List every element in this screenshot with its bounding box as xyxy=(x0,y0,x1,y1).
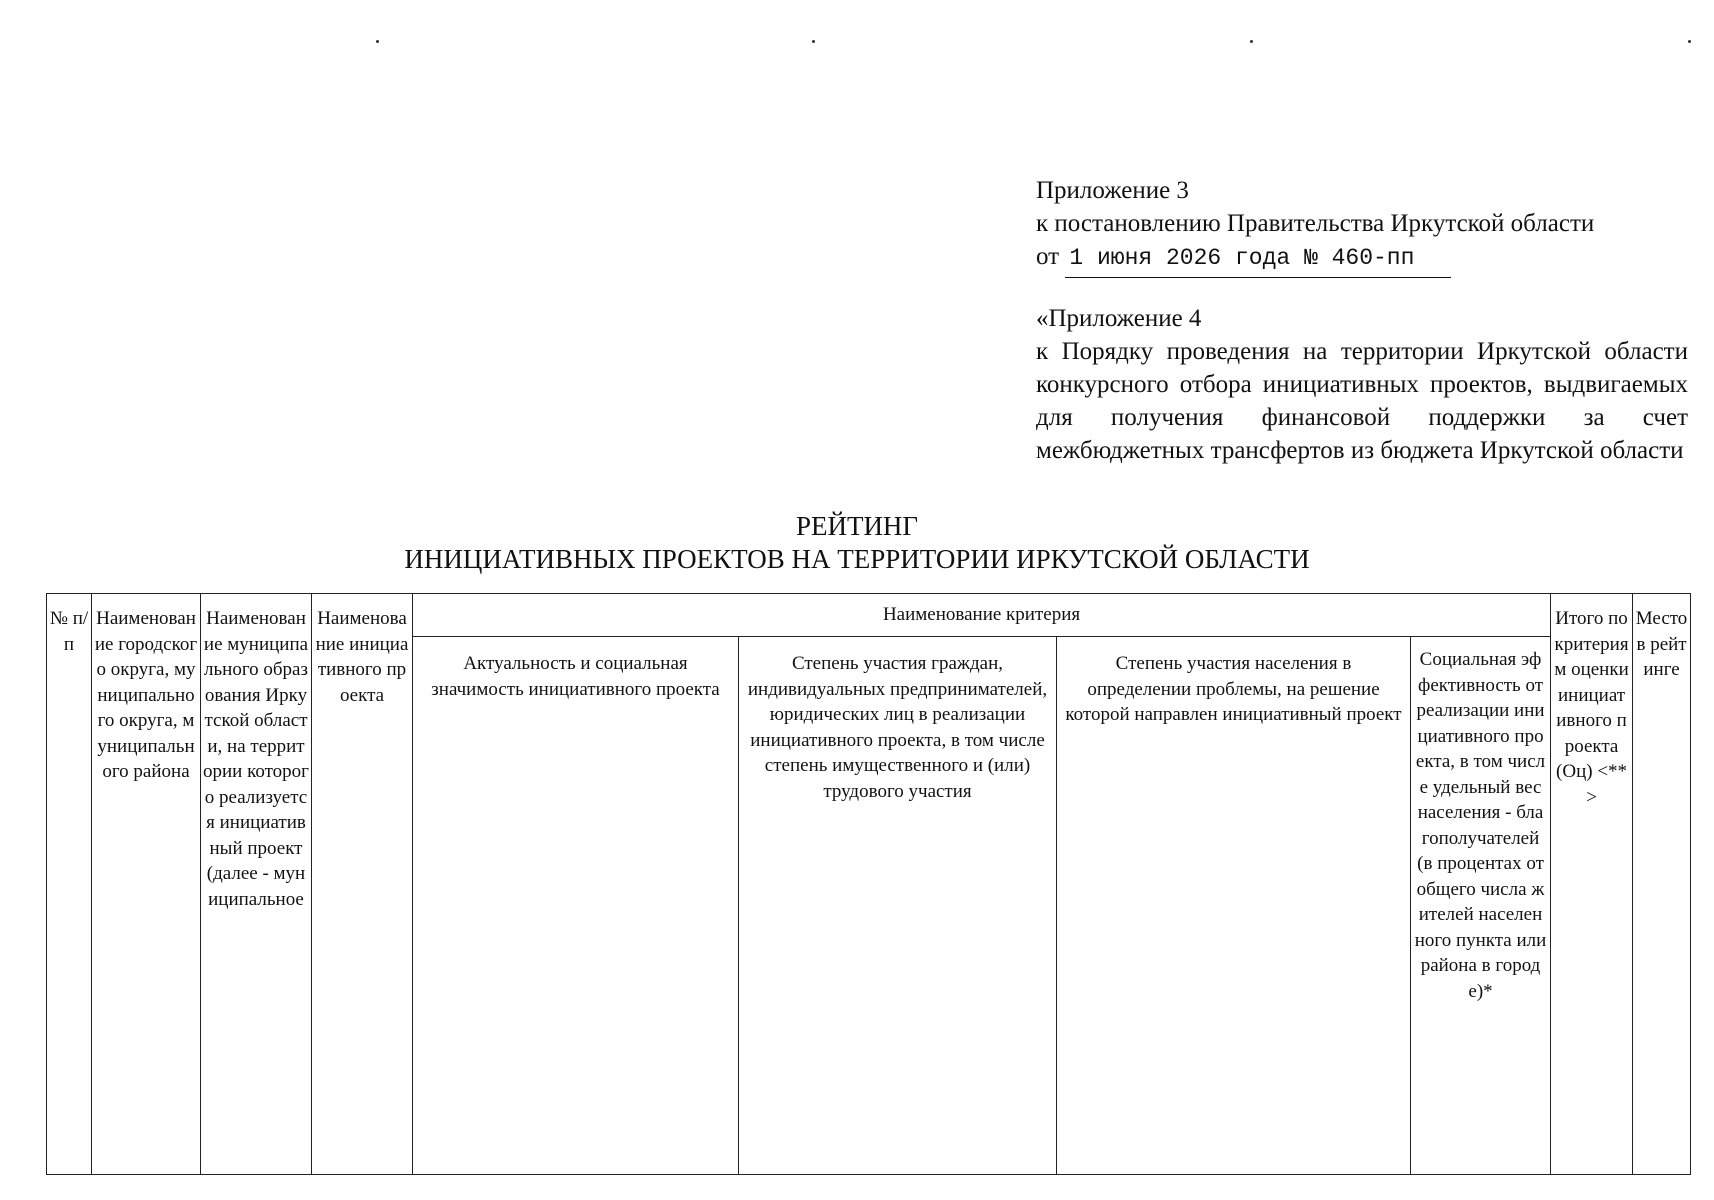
appendix4-title: «Приложение 4 xyxy=(1036,305,1202,332)
header-district: Наименование городского округа, муниципального округа, муниципального района xyxy=(92,594,201,1175)
criterion-participation: Степень участия граждан, индивидуальных предпринимателей, юридических лиц в реализации инициативного проекта, в том числе степень имущественного и (или) трудового участия xyxy=(739,637,1057,1175)
appendix4-text: к Порядку проведения на территории Иркутской области конкурсного отбора инициативных проектов, выдвигаемых для получения финансовой поддержки за счет межбюджетных трансфертов из бюджета Иркутской области xyxy=(1036,338,1688,464)
scan-mark xyxy=(1688,40,1691,43)
appendix3-date xyxy=(1036,240,1688,278)
header-project: Наименование инициативного проекта xyxy=(312,594,413,1175)
date-value: 1 июня 2026 года № 460-пп xyxy=(1065,242,1451,278)
header-municipality: Наименование муниципального образования Иркутской области, на территории которого реализуется инициативный проект (далее - муниципальное xyxy=(201,594,312,1175)
criterion-population: Степень участия населения в определении проблемы, на решение которой направлен инициативный проект xyxy=(1057,637,1411,1175)
header-rank: Место в рейтинге xyxy=(1633,594,1691,1175)
page-title: РЕЙТИНГ xyxy=(795,511,919,541)
header-criteria: Наименование критерия xyxy=(413,594,1551,637)
appendix3-title: Приложение 3 xyxy=(1036,177,1189,204)
appendix3-line: к постановлению Правительства Иркутской области xyxy=(1036,210,1595,237)
scan-mark xyxy=(1250,40,1253,43)
header-total: Итого по критериям оценки инициативного проекта (Оц) <**> xyxy=(1551,594,1633,1175)
appendix-block xyxy=(1036,174,1688,467)
page-subtitle: ИНИЦИАТИВНЫХ ПРОЕКТОВ НА ТЕРРИТОРИИ ИРКУТСКОЙ ОБЛАСТИ xyxy=(404,544,1310,574)
scan-mark xyxy=(376,40,379,43)
header-number: № п/п xyxy=(47,594,92,1175)
date-prefix: от xyxy=(1036,243,1060,270)
scan-mark xyxy=(812,40,815,43)
criterion-relevance: Актуальность и социальная значимость инициативного проекта xyxy=(413,637,739,1175)
criterion-effectiveness: Социальная эффективность от реализации инициативного проекта, в том числе удельный вес населения - благополучателей (в процентах от общего числа жителей населенного пункта или района в городе)* xyxy=(1411,637,1551,1175)
rating-table xyxy=(46,593,1691,1175)
